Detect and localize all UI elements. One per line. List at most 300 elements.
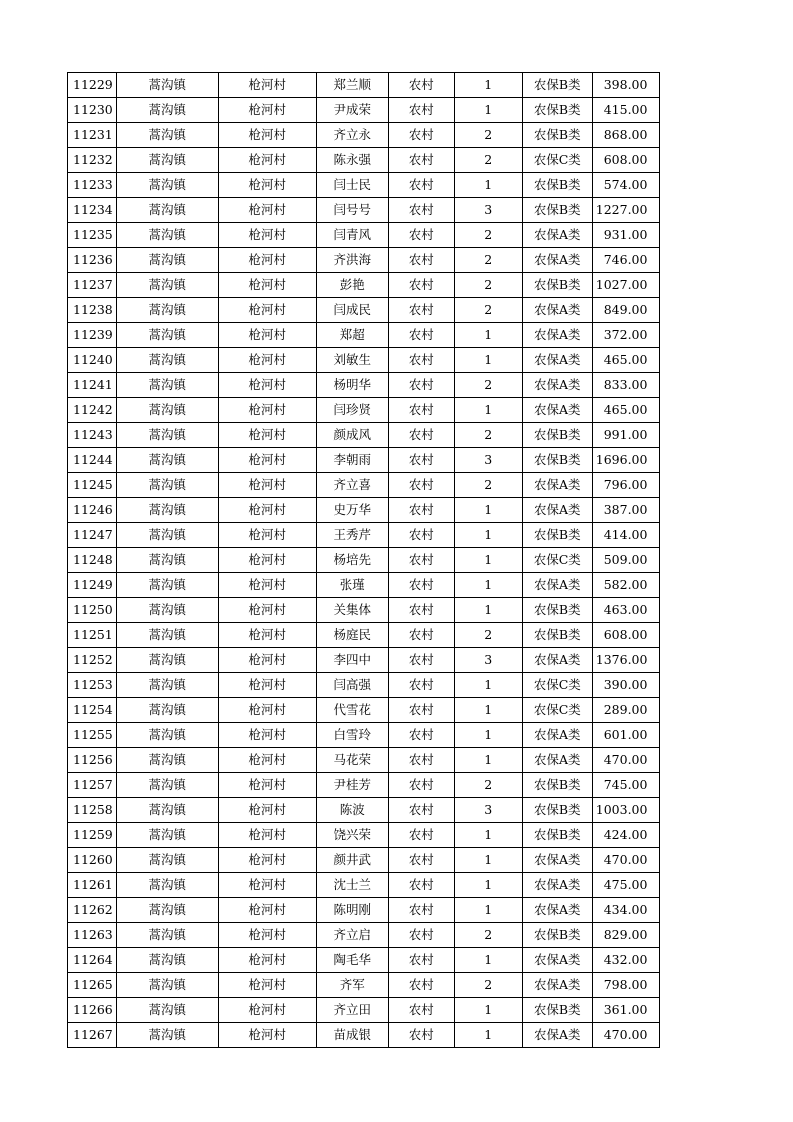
- cell-village: 枪河村: [218, 923, 316, 948]
- cell-serial-number: 11245: [68, 473, 117, 498]
- cell-amount: 1376.00: [592, 648, 660, 673]
- cell-person-name: 杨庭民: [316, 623, 388, 648]
- cell-household-count: 2: [454, 423, 522, 448]
- cell-town: 蒿沟镇: [116, 323, 218, 348]
- cell-amount: 601.00: [592, 723, 660, 748]
- cell-amount: 465.00: [592, 398, 660, 423]
- cell-serial-number: 11263: [68, 923, 117, 948]
- cell-person-name: 颜成风: [316, 423, 388, 448]
- cell-amount: 390.00: [592, 673, 660, 698]
- table-row: [68, 698, 660, 723]
- cell-area-type: 农村: [388, 773, 454, 798]
- table-row: [68, 123, 660, 148]
- table-row: [68, 323, 660, 348]
- cell-insurance-category: 农保B类: [522, 598, 592, 623]
- cell-village: 枪河村: [218, 573, 316, 598]
- cell-person-name: 杨培先: [316, 548, 388, 573]
- table-row: [68, 673, 660, 698]
- cell-serial-number: 11259: [68, 823, 117, 848]
- cell-person-name: 王秀芹: [316, 523, 388, 548]
- cell-village: 枪河村: [218, 698, 316, 723]
- cell-amount: 1696.00: [592, 448, 660, 473]
- cell-household-count: 1: [454, 873, 522, 898]
- cell-amount: 289.00: [592, 698, 660, 723]
- cell-person-name: 苗成银: [316, 1023, 388, 1048]
- cell-town: 蒿沟镇: [116, 698, 218, 723]
- cell-household-count: 2: [454, 248, 522, 273]
- cell-insurance-category: 农保A类: [522, 348, 592, 373]
- cell-village: 枪河村: [218, 423, 316, 448]
- cell-person-name: 彭艳: [316, 273, 388, 298]
- cell-amount: 509.00: [592, 548, 660, 573]
- cell-town: 蒿沟镇: [116, 998, 218, 1023]
- table-row: [68, 148, 660, 173]
- cell-household-count: 2: [454, 623, 522, 648]
- cell-insurance-category: 农保A类: [522, 573, 592, 598]
- cell-town: 蒿沟镇: [116, 223, 218, 248]
- cell-serial-number: 11247: [68, 523, 117, 548]
- table-row: [68, 1023, 660, 1048]
- cell-household-count: 2: [454, 773, 522, 798]
- cell-area-type: 农村: [388, 473, 454, 498]
- cell-town: 蒿沟镇: [116, 448, 218, 473]
- cell-insurance-category: 农保B类: [522, 273, 592, 298]
- cell-area-type: 农村: [388, 798, 454, 823]
- cell-village: 枪河村: [218, 198, 316, 223]
- cell-household-count: 1: [454, 898, 522, 923]
- cell-serial-number: 11265: [68, 973, 117, 998]
- cell-area-type: 农村: [388, 423, 454, 448]
- table-row: [68, 498, 660, 523]
- cell-area-type: 农村: [388, 948, 454, 973]
- cell-serial-number: 11253: [68, 673, 117, 698]
- table-row: [68, 298, 660, 323]
- cell-person-name: 陈永强: [316, 148, 388, 173]
- cell-household-count: 2: [454, 298, 522, 323]
- cell-amount: 849.00: [592, 298, 660, 323]
- cell-insurance-category: 农保A类: [522, 723, 592, 748]
- cell-amount: 796.00: [592, 473, 660, 498]
- cell-household-count: 2: [454, 973, 522, 998]
- cell-town: 蒿沟镇: [116, 248, 218, 273]
- cell-village: 枪河村: [218, 298, 316, 323]
- cell-area-type: 农村: [388, 498, 454, 523]
- cell-town: 蒿沟镇: [116, 73, 218, 98]
- cell-amount: 1027.00: [592, 273, 660, 298]
- cell-amount: 463.00: [592, 598, 660, 623]
- cell-amount: 991.00: [592, 423, 660, 448]
- cell-area-type: 农村: [388, 748, 454, 773]
- cell-serial-number: 11267: [68, 1023, 117, 1048]
- cell-household-count: 1: [454, 73, 522, 98]
- cell-town: 蒿沟镇: [116, 748, 218, 773]
- cell-person-name: 陈明刚: [316, 898, 388, 923]
- cell-area-type: 农村: [388, 548, 454, 573]
- cell-serial-number: 11235: [68, 223, 117, 248]
- cell-household-count: 2: [454, 273, 522, 298]
- cell-insurance-category: 农保A类: [522, 223, 592, 248]
- cell-person-name: 颜井武: [316, 848, 388, 873]
- cell-town: 蒿沟镇: [116, 148, 218, 173]
- cell-person-name: 尹桂芳: [316, 773, 388, 798]
- cell-town: 蒿沟镇: [116, 423, 218, 448]
- cell-village: 枪河村: [218, 948, 316, 973]
- cell-insurance-category: 农保B类: [522, 523, 592, 548]
- cell-serial-number: 11231: [68, 123, 117, 148]
- cell-town: 蒿沟镇: [116, 123, 218, 148]
- cell-household-count: 1: [454, 1023, 522, 1048]
- table-row: [68, 73, 660, 98]
- table-row: [68, 398, 660, 423]
- cell-insurance-category: 农保B类: [522, 423, 592, 448]
- table-row: [68, 548, 660, 573]
- cell-village: 枪河村: [218, 823, 316, 848]
- cell-amount: 1227.00: [592, 198, 660, 223]
- cell-person-name: 沈士兰: [316, 873, 388, 898]
- cell-person-name: 齐立启: [316, 923, 388, 948]
- cell-town: 蒿沟镇: [116, 198, 218, 223]
- cell-household-count: 2: [454, 148, 522, 173]
- cell-household-count: 1: [454, 398, 522, 423]
- cell-insurance-category: 农保C类: [522, 698, 592, 723]
- cell-town: 蒿沟镇: [116, 973, 218, 998]
- cell-area-type: 农村: [388, 98, 454, 123]
- cell-insurance-category: 农保B类: [522, 823, 592, 848]
- table-row: [68, 373, 660, 398]
- cell-insurance-category: 农保C类: [522, 148, 592, 173]
- cell-person-name: 齐立永: [316, 123, 388, 148]
- cell-serial-number: 11244: [68, 448, 117, 473]
- cell-village: 枪河村: [218, 173, 316, 198]
- cell-person-name: 陶毛华: [316, 948, 388, 973]
- cell-person-name: 代雪花: [316, 698, 388, 723]
- cell-household-count: 1: [454, 598, 522, 623]
- cell-village: 枪河村: [218, 398, 316, 423]
- cell-serial-number: 11243: [68, 423, 117, 448]
- cell-amount: 608.00: [592, 623, 660, 648]
- cell-person-name: 陈波: [316, 798, 388, 823]
- table-row: [68, 948, 660, 973]
- cell-town: 蒿沟镇: [116, 473, 218, 498]
- table-row: [68, 898, 660, 923]
- cell-area-type: 农村: [388, 1023, 454, 1048]
- cell-village: 枪河村: [218, 673, 316, 698]
- cell-household-count: 1: [454, 98, 522, 123]
- cell-village: 枪河村: [218, 248, 316, 273]
- cell-town: 蒿沟镇: [116, 173, 218, 198]
- table-row: [68, 173, 660, 198]
- cell-amount: 574.00: [592, 173, 660, 198]
- cell-area-type: 农村: [388, 373, 454, 398]
- cell-amount: 833.00: [592, 373, 660, 398]
- cell-village: 枪河村: [218, 798, 316, 823]
- cell-serial-number: 11232: [68, 148, 117, 173]
- cell-serial-number: 11252: [68, 648, 117, 673]
- cell-serial-number: 11255: [68, 723, 117, 748]
- cell-insurance-category: 农保A类: [522, 898, 592, 923]
- table-row: [68, 198, 660, 223]
- cell-person-name: 杨明华: [316, 373, 388, 398]
- cell-area-type: 农村: [388, 73, 454, 98]
- cell-amount: 608.00: [592, 148, 660, 173]
- cell-person-name: 白雪玲: [316, 723, 388, 748]
- table-row: [68, 248, 660, 273]
- cell-village: 枪河村: [218, 448, 316, 473]
- cell-amount: 931.00: [592, 223, 660, 248]
- cell-insurance-category: 农保A类: [522, 1023, 592, 1048]
- cell-town: 蒿沟镇: [116, 548, 218, 573]
- cell-village: 枪河村: [218, 623, 316, 648]
- cell-area-type: 农村: [388, 898, 454, 923]
- cell-amount: 361.00: [592, 998, 660, 1023]
- cell-village: 枪河村: [218, 348, 316, 373]
- cell-amount: 798.00: [592, 973, 660, 998]
- cell-area-type: 农村: [388, 723, 454, 748]
- cell-amount: 746.00: [592, 248, 660, 273]
- cell-amount: 1003.00: [592, 798, 660, 823]
- cell-area-type: 农村: [388, 248, 454, 273]
- table-row: [68, 98, 660, 123]
- cell-insurance-category: 农保A类: [522, 323, 592, 348]
- cell-person-name: 齐立田: [316, 998, 388, 1023]
- cell-serial-number: 11230: [68, 98, 117, 123]
- cell-amount: 745.00: [592, 773, 660, 798]
- cell-town: 蒿沟镇: [116, 573, 218, 598]
- cell-town: 蒿沟镇: [116, 1023, 218, 1048]
- cell-person-name: 闫号号: [316, 198, 388, 223]
- cell-household-count: 2: [454, 123, 522, 148]
- cell-amount: 470.00: [592, 1023, 660, 1048]
- cell-area-type: 农村: [388, 448, 454, 473]
- cell-insurance-category: 农保B类: [522, 623, 592, 648]
- cell-person-name: 齐洪海: [316, 248, 388, 273]
- cell-household-count: 1: [454, 723, 522, 748]
- table-row: [68, 823, 660, 848]
- cell-town: 蒿沟镇: [116, 823, 218, 848]
- cell-area-type: 农村: [388, 273, 454, 298]
- cell-household-count: 2: [454, 373, 522, 398]
- cell-village: 枪河村: [218, 723, 316, 748]
- cell-household-count: 1: [454, 173, 522, 198]
- cell-town: 蒿沟镇: [116, 98, 218, 123]
- table-row: [68, 573, 660, 598]
- cell-household-count: 1: [454, 823, 522, 848]
- cell-amount: 470.00: [592, 748, 660, 773]
- cell-serial-number: 11264: [68, 948, 117, 973]
- cell-village: 枪河村: [218, 873, 316, 898]
- cell-village: 枪河村: [218, 373, 316, 398]
- cell-person-name: 刘敏生: [316, 348, 388, 373]
- cell-village: 枪河村: [218, 273, 316, 298]
- cell-amount: 424.00: [592, 823, 660, 848]
- cell-household-count: 2: [454, 223, 522, 248]
- cell-person-name: 郑超: [316, 323, 388, 348]
- cell-amount: 434.00: [592, 898, 660, 923]
- cell-town: 蒿沟镇: [116, 673, 218, 698]
- cell-amount: 475.00: [592, 873, 660, 898]
- cell-village: 枪河村: [218, 148, 316, 173]
- cell-town: 蒿沟镇: [116, 923, 218, 948]
- cell-serial-number: 11260: [68, 848, 117, 873]
- cell-village: 枪河村: [218, 998, 316, 1023]
- cell-insurance-category: 农保A类: [522, 748, 592, 773]
- cell-amount: 829.00: [592, 923, 660, 948]
- allowance-table: [67, 72, 660, 1048]
- cell-town: 蒿沟镇: [116, 648, 218, 673]
- cell-village: 枪河村: [218, 98, 316, 123]
- cell-serial-number: 11262: [68, 898, 117, 923]
- cell-serial-number: 11251: [68, 623, 117, 648]
- cell-serial-number: 11234: [68, 198, 117, 223]
- cell-person-name: 闫士民: [316, 173, 388, 198]
- cell-area-type: 农村: [388, 223, 454, 248]
- cell-serial-number: 11242: [68, 398, 117, 423]
- cell-household-count: 1: [454, 323, 522, 348]
- cell-town: 蒿沟镇: [116, 798, 218, 823]
- cell-area-type: 农村: [388, 923, 454, 948]
- cell-amount: 398.00: [592, 73, 660, 98]
- table-row: [68, 423, 660, 448]
- table-row: [68, 773, 660, 798]
- cell-serial-number: 11266: [68, 998, 117, 1023]
- cell-area-type: 农村: [388, 298, 454, 323]
- cell-amount: 432.00: [592, 948, 660, 973]
- cell-area-type: 农村: [388, 673, 454, 698]
- cell-person-name: 李朝雨: [316, 448, 388, 473]
- table-row: [68, 523, 660, 548]
- cell-serial-number: 11239: [68, 323, 117, 348]
- table-row: [68, 973, 660, 998]
- cell-area-type: 农村: [388, 198, 454, 223]
- cell-town: 蒿沟镇: [116, 723, 218, 748]
- table-row: [68, 223, 660, 248]
- cell-amount: 470.00: [592, 848, 660, 873]
- cell-village: 枪河村: [218, 973, 316, 998]
- cell-household-count: 1: [454, 573, 522, 598]
- cell-person-name: 闫高强: [316, 673, 388, 698]
- cell-person-name: 饶兴荣: [316, 823, 388, 848]
- cell-insurance-category: 农保B类: [522, 73, 592, 98]
- cell-person-name: 齐军: [316, 973, 388, 998]
- cell-insurance-category: 农保A类: [522, 648, 592, 673]
- cell-household-count: 3: [454, 798, 522, 823]
- cell-amount: 868.00: [592, 123, 660, 148]
- cell-area-type: 农村: [388, 848, 454, 873]
- cell-town: 蒿沟镇: [116, 773, 218, 798]
- cell-village: 枪河村: [218, 73, 316, 98]
- cell-amount: 387.00: [592, 498, 660, 523]
- cell-insurance-category: 农保B类: [522, 998, 592, 1023]
- cell-serial-number: 11249: [68, 573, 117, 598]
- cell-town: 蒿沟镇: [116, 848, 218, 873]
- table-row: [68, 923, 660, 948]
- cell-village: 枪河村: [218, 123, 316, 148]
- cell-household-count: 1: [454, 348, 522, 373]
- cell-village: 枪河村: [218, 848, 316, 873]
- table-row: [68, 748, 660, 773]
- table-row: [68, 273, 660, 298]
- cell-person-name: 郑兰顺: [316, 73, 388, 98]
- cell-village: 枪河村: [218, 223, 316, 248]
- cell-person-name: 张瑾: [316, 573, 388, 598]
- cell-town: 蒿沟镇: [116, 623, 218, 648]
- cell-person-name: 关集体: [316, 598, 388, 623]
- cell-village: 枪河村: [218, 1023, 316, 1048]
- cell-area-type: 农村: [388, 148, 454, 173]
- cell-insurance-category: 农保A类: [522, 973, 592, 998]
- cell-town: 蒿沟镇: [116, 398, 218, 423]
- cell-town: 蒿沟镇: [116, 898, 218, 923]
- cell-person-name: 闫青风: [316, 223, 388, 248]
- cell-town: 蒿沟镇: [116, 523, 218, 548]
- cell-area-type: 农村: [388, 173, 454, 198]
- cell-household-count: 1: [454, 748, 522, 773]
- cell-insurance-category: 农保C类: [522, 548, 592, 573]
- cell-serial-number: 11246: [68, 498, 117, 523]
- cell-amount: 582.00: [592, 573, 660, 598]
- cell-serial-number: 11237: [68, 273, 117, 298]
- cell-household-count: 1: [454, 523, 522, 548]
- cell-village: 枪河村: [218, 523, 316, 548]
- cell-town: 蒿沟镇: [116, 498, 218, 523]
- cell-insurance-category: 农保B类: [522, 773, 592, 798]
- cell-insurance-category: 农保B类: [522, 798, 592, 823]
- cell-village: 枪河村: [218, 898, 316, 923]
- cell-serial-number: 11258: [68, 798, 117, 823]
- table-row: [68, 348, 660, 373]
- table-row: [68, 723, 660, 748]
- cell-village: 枪河村: [218, 598, 316, 623]
- cell-area-type: 农村: [388, 323, 454, 348]
- cell-amount: 414.00: [592, 523, 660, 548]
- cell-serial-number: 11233: [68, 173, 117, 198]
- cell-insurance-category: 农保B类: [522, 123, 592, 148]
- cell-area-type: 农村: [388, 123, 454, 148]
- cell-person-name: 马花荣: [316, 748, 388, 773]
- cell-village: 枪河村: [218, 473, 316, 498]
- cell-serial-number: 11257: [68, 773, 117, 798]
- cell-insurance-category: 农保B类: [522, 198, 592, 223]
- cell-insurance-category: 农保A类: [522, 498, 592, 523]
- cell-amount: 465.00: [592, 348, 660, 373]
- cell-household-count: 1: [454, 998, 522, 1023]
- cell-insurance-category: 农保A类: [522, 248, 592, 273]
- cell-area-type: 农村: [388, 398, 454, 423]
- cell-person-name: 尹成荣: [316, 98, 388, 123]
- table-row: [68, 448, 660, 473]
- cell-area-type: 农村: [388, 973, 454, 998]
- cell-person-name: 闫珍贤: [316, 398, 388, 423]
- cell-insurance-category: 农保A类: [522, 473, 592, 498]
- table-row: [68, 798, 660, 823]
- cell-area-type: 农村: [388, 598, 454, 623]
- cell-household-count: 1: [454, 698, 522, 723]
- cell-serial-number: 11236: [68, 248, 117, 273]
- cell-village: 枪河村: [218, 648, 316, 673]
- cell-town: 蒿沟镇: [116, 873, 218, 898]
- cell-serial-number: 11250: [68, 598, 117, 623]
- cell-town: 蒿沟镇: [116, 348, 218, 373]
- cell-insurance-category: 农保A类: [522, 848, 592, 873]
- cell-serial-number: 11256: [68, 748, 117, 773]
- cell-household-count: 2: [454, 473, 522, 498]
- cell-village: 枪河村: [218, 323, 316, 348]
- cell-person-name: 闫成民: [316, 298, 388, 323]
- cell-area-type: 农村: [388, 523, 454, 548]
- cell-village: 枪河村: [218, 548, 316, 573]
- cell-town: 蒿沟镇: [116, 948, 218, 973]
- cell-insurance-category: 农保B类: [522, 448, 592, 473]
